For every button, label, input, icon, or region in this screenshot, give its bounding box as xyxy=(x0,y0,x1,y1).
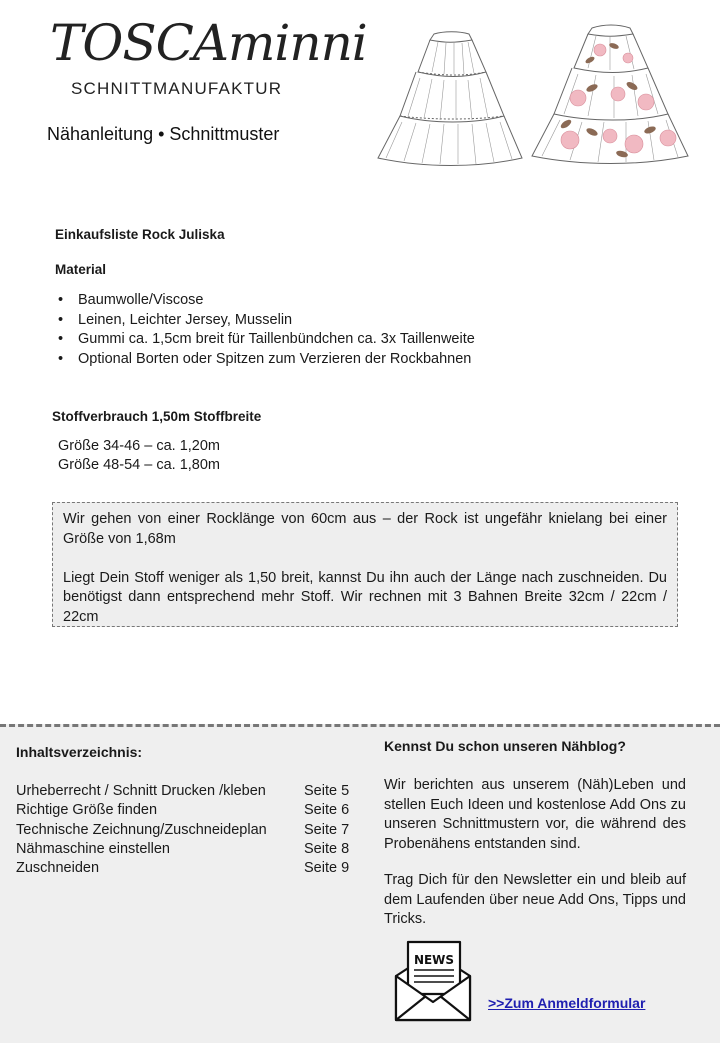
info-note-box xyxy=(52,502,678,627)
newsletter-signup-link[interactable]: >>Zum Anmeldformular xyxy=(488,995,646,1011)
toc-page: Seite 8 xyxy=(304,840,350,857)
fabric-usage-heading: Stoffverbrauch 1,50m Stoffbreite xyxy=(52,409,262,424)
blog-paragraph: Wir berichten aus unserem (Näh)Leben und stellen Euch Ideen und kostenlose Add Ons zu unseren Schnittmustern vor, die während des Probenähens entstanden sind. xyxy=(384,777,686,852)
material-heading: Material xyxy=(55,262,107,277)
skirt-sketch-plain xyxy=(374,28,524,166)
toc-label: Richtige Größe finden xyxy=(16,802,158,819)
newsletter-envelope-icon xyxy=(392,940,474,1024)
news-label: NEWS xyxy=(413,953,455,967)
table-of-contents xyxy=(16,782,356,878)
toc-row xyxy=(16,859,356,878)
toc-page: Seite 7 xyxy=(304,821,350,838)
brand-logo: TOSCAminni xyxy=(50,14,367,72)
shopping-list-title: Einkaufsliste Rock Juliska xyxy=(55,227,225,242)
note-paragraph: Wir gehen von einer Rocklänge von 60cm aus – der Rock ist ungefähr knielang bei einer Größe von 1,68m xyxy=(63,511,667,547)
toc-label: Urheberrecht / Schnitt Drucken /kleben xyxy=(16,783,266,799)
list-item: • Baumwolle/Viscose xyxy=(58,291,475,311)
toc-row xyxy=(16,821,356,840)
toc-label: Technische Zeichnung/Zuschneideplan xyxy=(16,821,267,838)
toc-row xyxy=(16,782,356,801)
toc-row xyxy=(16,801,356,820)
list-item: • Optional Borten oder Spitzen zum Verzieren der Rockbahnen xyxy=(58,350,475,370)
toc-title: Inhaltsverzeichnis: xyxy=(16,744,143,760)
material-list xyxy=(58,291,475,369)
brand-tagline: SCHNITTMANUFAKTUR xyxy=(71,79,283,98)
blog-heading: Kennst Du schon unseren Nähblog? xyxy=(384,738,626,754)
blog-paragraph: Trag Dich für den Newsletter ein und bleib auf dem Laufenden über neue Add Ons, Tipps und Tricks. xyxy=(384,872,686,927)
list-item: • Leinen, Leichter Jersey, Musselin xyxy=(58,311,475,331)
toc-label: Nähmaschine einstellen xyxy=(16,840,170,857)
size-list xyxy=(58,437,220,475)
page-subtitle: Nähanleitung • Schnittmuster xyxy=(47,124,280,144)
skirt-sketch-floral xyxy=(530,22,690,164)
toc-label: Zuschneiden xyxy=(16,860,100,877)
toc-page: Seite 5 xyxy=(304,783,350,799)
note-paragraph: Liegt Dein Stoff weniger als 1,50 breit, kannst Du ihn auch der Länge nach zuschneiden. Du benötigst dann entsprechend mehr Stoff. Wir rechnen mit 3 Bahnen Breite 32cm / 22cm / 22cm xyxy=(63,569,667,625)
size-row: Größe 48-54 – ca. 1,80m xyxy=(58,457,220,473)
toc-row xyxy=(16,840,356,859)
toc-page: Seite 9 xyxy=(304,860,350,877)
list-item: • Gummi ca. 1,5cm breit für Taillenbündchen ca. 3x Taillenweite xyxy=(58,330,475,350)
toc-page: Seite 6 xyxy=(304,802,350,819)
size-row: Größe 34-46 – ca. 1,20m xyxy=(58,438,220,454)
